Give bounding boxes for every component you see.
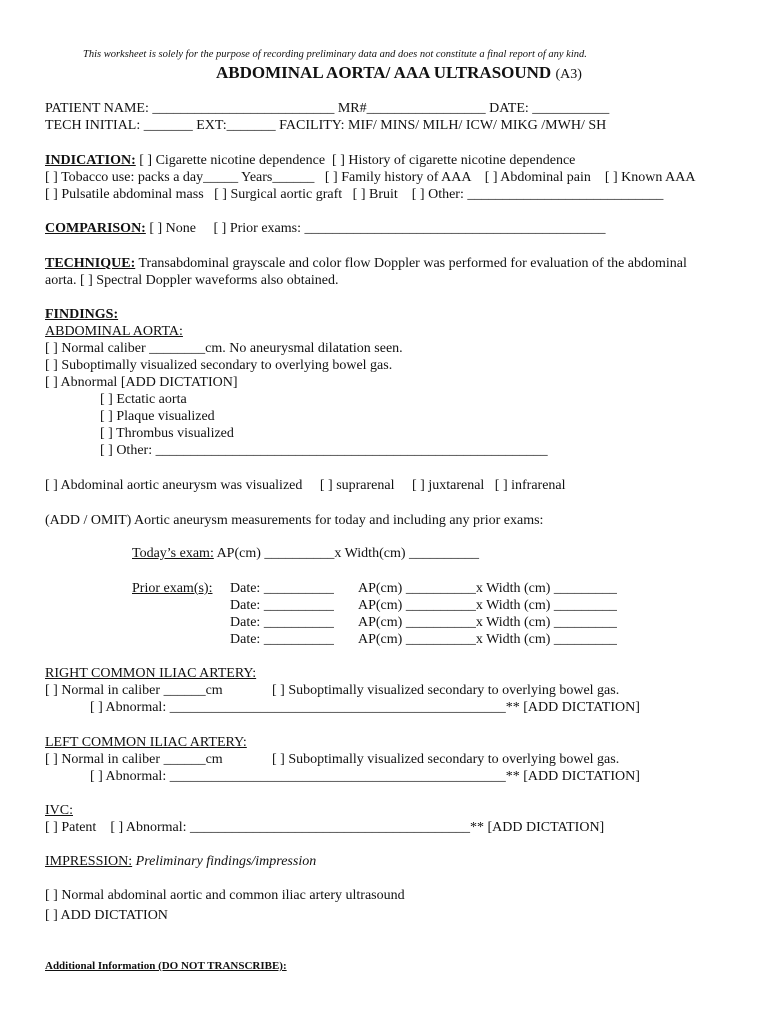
rcia-heading: RIGHT COMMON ILIAC ARTERY: [45,666,257,681]
aorta-other: [ ] Other: ________________________________________________________ [100,443,548,458]
technique-heading: TECHNIQUE: [45,256,136,271]
technique-line2: aorta. [ ] Spectral Doppler waveforms also obtained. [45,273,339,288]
prior-date-4: Date: __________ [230,632,334,647]
prior-date-3: Date: __________ [230,615,334,630]
indication-heading: INDICATION: [45,153,136,168]
aorta-plaque: [ ] Plaque visualized [100,409,215,424]
patient-info-line2: TECH INITIAL: _______ EXT:_______ FACILITY: MIF/ MINS/ MILH/ ICW/ MIKG /MWH/ SH [45,118,607,133]
prior-measure-3: AP(cm) __________x Width (cm) _________ [358,615,617,630]
ivc-line: [ ] Patent [ ] Abnormal: ________________________________________** [ADD DICTATION] [45,820,605,835]
technique-text: Transabdominal grayscale and color flow Doppler was performed for evaluation of the abdominal [135,256,687,271]
disclaimer: This worksheet is solely for the purpose of recording preliminary data and does not constitute a final report of any kind. [83,49,587,60]
indication-line3: [ ] Pulsatile abdominal mass [ ] Surgical aortic graft [ ] Bruit [ ] Other: ____________________________ [45,187,664,202]
prior-date-2: Date: __________ [230,598,334,613]
title-text: ABDOMINAL AORTA/ AAA ULTRASOUND [216,63,552,82]
impression-heading: IMPRESSION: [45,854,133,869]
lcia-suboptimal: [ ] Suboptimally visualized secondary to overlying bowel gas. [272,752,620,767]
todays-exam-label: Today’s exam: [132,546,214,561]
indication-line1 [45,152,575,169]
indication-line2: [ ] Tobacco use: packs a day_____ Years______ [ ] Family history of AAA [ ] Abdominal pain [ ] Known AAA [45,170,696,185]
technique-line1 [45,255,687,272]
comparison-heading: COMPARISON: [45,221,146,236]
todays-exam-line [132,545,479,562]
lcia-abnormal: [ ] Abnormal: ________________________________________________** [ADD DICTATION] [90,769,640,784]
prior-measure-4: AP(cm) __________x Width (cm) _________ [358,632,617,647]
aneurysm-line: [ ] Abdominal aortic aneurysm was visualized [ ] suprarenal [ ] juxtarenal [ ] infrarenal [45,478,566,493]
aorta-suboptimal: [ ] Suboptimally visualized secondary to overlying bowel gas. [45,358,393,373]
rcia-normal: [ ] Normal in caliber ______cm [45,683,223,698]
impression-normal: [ ] Normal abdominal aortic and common iliac artery ultrasound [45,888,405,903]
patient-info-line1: PATIENT NAME: __________________________ MR#_________________ DATE: ___________ [45,101,610,116]
title-code: (A3) [555,67,582,82]
lcia-heading: LEFT COMMON ILIAC ARTERY: [45,735,247,750]
ivc-heading: IVC: [45,803,73,818]
indication-line1-text: [ ] Cigarette nicotine dependence [ ] History of cigarette nicotine dependence [135,153,576,168]
additional-info-heading: Additional Information (DO NOT TRANSCRIBE): [45,960,287,972]
rcia-abnormal: [ ] Abnormal: ________________________________________________** [ADD DICTATION] [90,700,640,715]
rcia-suboptimal: [ ] Suboptimally visualized secondary to overlying bowel gas. [272,683,620,698]
aorta-thrombus: [ ] Thrombus visualized [100,426,234,441]
prior-measure-1: AP(cm) __________x Width (cm) _________ [358,581,617,596]
aorta-ectatic: [ ] Ectatic aorta [100,392,187,407]
findings-heading: FINDINGS: [45,307,119,322]
measurements-intro: (ADD / OMIT) Aortic aneurysm measurements for today and including any prior exams: [45,513,544,528]
impression-subtitle: Preliminary findings/impression [132,854,317,869]
lcia-normal: [ ] Normal in caliber ______cm [45,752,223,767]
aorta-normal: [ ] Normal caliber ________cm. No aneurysmal dilatation seen. [45,341,403,356]
prior-date-1: Date: __________ [230,581,334,596]
aorta-heading: ABDOMINAL AORTA: [45,324,183,339]
page-title [216,64,582,83]
prior-exams-label: Prior exam(s): [132,581,213,596]
todays-exam-fields: AP(cm) __________x Width(cm) __________ [213,546,480,561]
comparison-text: [ ] None [ ] Prior exams: ___________________________________________ [145,221,606,236]
impression-add-dictation: [ ] ADD DICTATION [45,908,168,923]
impression-line [45,853,316,870]
aorta-abnormal: [ ] Abnormal [ADD DICTATION] [45,375,238,390]
prior-measure-2: AP(cm) __________x Width (cm) _________ [358,598,617,613]
comparison-line [45,220,605,237]
